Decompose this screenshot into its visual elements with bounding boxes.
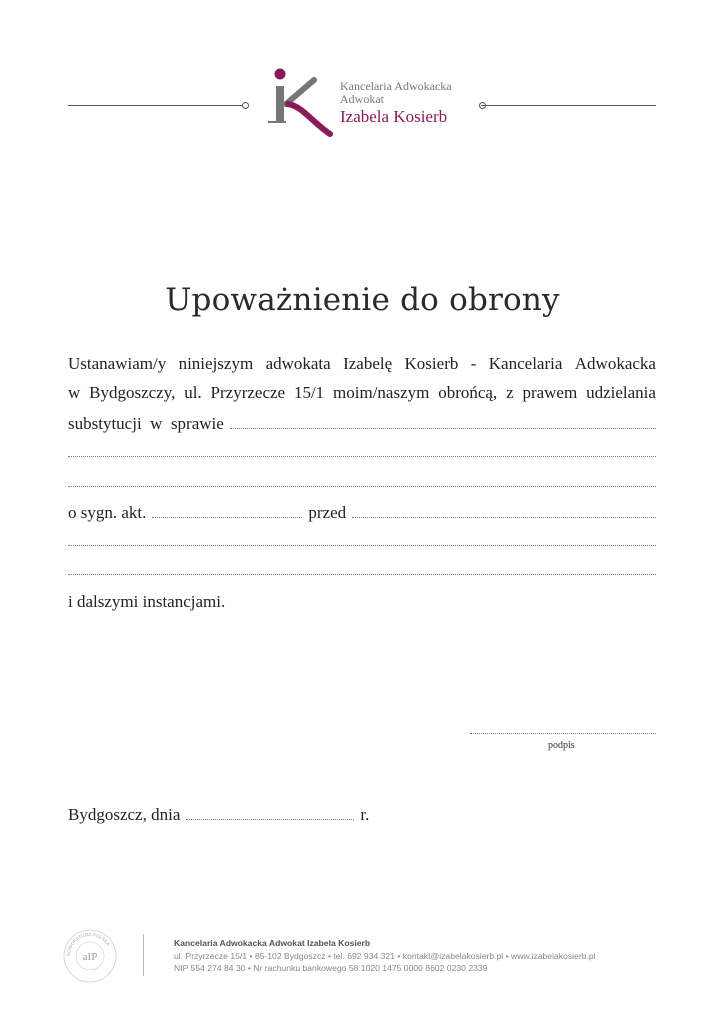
signature-label: podpis [548,740,575,751]
footer-company: Kancelaria Adwokacka Adwokat Izabela Kosierb [174,938,371,948]
date-fill[interactable] [186,818,354,820]
instances-text: i dalszymi instancjami. [68,592,226,611]
paragraph-word: adwokata [265,354,331,373]
header-rule-left [68,105,244,106]
paragraph-word: Ustanawiam/y [68,354,167,373]
case-fill-line-2[interactable] [68,456,656,457]
adwokatura-seal-icon [62,928,118,984]
header-rule-left-dot [242,102,249,109]
case-number-fill[interactable] [152,516,302,518]
paragraph-word: udzielania [586,383,656,402]
date-suffix: r. [360,805,370,824]
footer-address: ul. Przyrzecze 15/1 • 85-102 Bydgoszcz • tel. 692 934 321 • kontakt@izabelakosierb.pl • www.izabelakosierb.pl [174,951,596,961]
sygn-label: o sygn. akt. [68,503,147,522]
case-fill-line[interactable] [230,427,656,429]
paragraph-line-1 [68,352,656,374]
court-fill[interactable] [352,516,656,518]
brand-block [340,80,452,128]
paragraph-word: Bydgoszczy, [89,383,176,402]
footer-bank: NIP 554 274 84 30 • Nr rachunku bankowego 58 1020 1475 0000 8602 0230 2339 [174,963,488,973]
seal-text: ADWOKATURA POLSKA [65,931,111,957]
instances-line [68,590,656,612]
paragraph-word: Kancelaria [488,354,563,373]
paragraph-word: Kosierb [404,354,459,373]
paragraph-word: obrońcą, [438,383,498,402]
header-rule-right [481,105,656,106]
paragraph-word: Przyrzecze [210,383,286,402]
logo-mark-text: iK [262,49,280,68]
brand-line-1: Kancelaria Adwokacka [340,79,452,93]
paragraph-word: 15/1 [293,383,325,402]
date-label: Bydgoszcz, dnia [68,805,181,824]
case-fill-line-3[interactable] [68,486,656,487]
court-fill-line-3[interactable] [68,574,656,575]
footer-divider [143,934,144,976]
paragraph-word: Izabelę [343,354,393,373]
paragraph-line-3 [68,412,656,434]
seal-mark: aIP [82,951,98,963]
kancelaria-logo-icon [262,49,338,138]
paragraph-word: z [506,383,514,402]
brand-line-2: Adwokat [340,92,384,106]
paragraph-line-2 [68,381,656,403]
brand-name: Izabela Kosierb [340,107,448,126]
paragraph-word: w [68,383,81,402]
paragraph-word: - [470,354,477,373]
przed-label: przed [308,503,347,522]
paragraph-word: ul. [184,383,202,402]
document-title: Upoważnienie do obrony [165,282,560,318]
paragraph-word: Adwokacka [574,354,656,373]
paragraph-word: niniejszym [178,354,254,373]
substytucji-text: substytucji w sprawie [68,414,224,433]
paragraph-word: prawem [522,383,578,402]
case-number-line [68,501,656,523]
date-line [68,803,388,825]
court-fill-line-2[interactable] [68,545,656,546]
signature-fill[interactable] [470,733,656,734]
paragraph-word: moim/naszym [333,383,430,402]
